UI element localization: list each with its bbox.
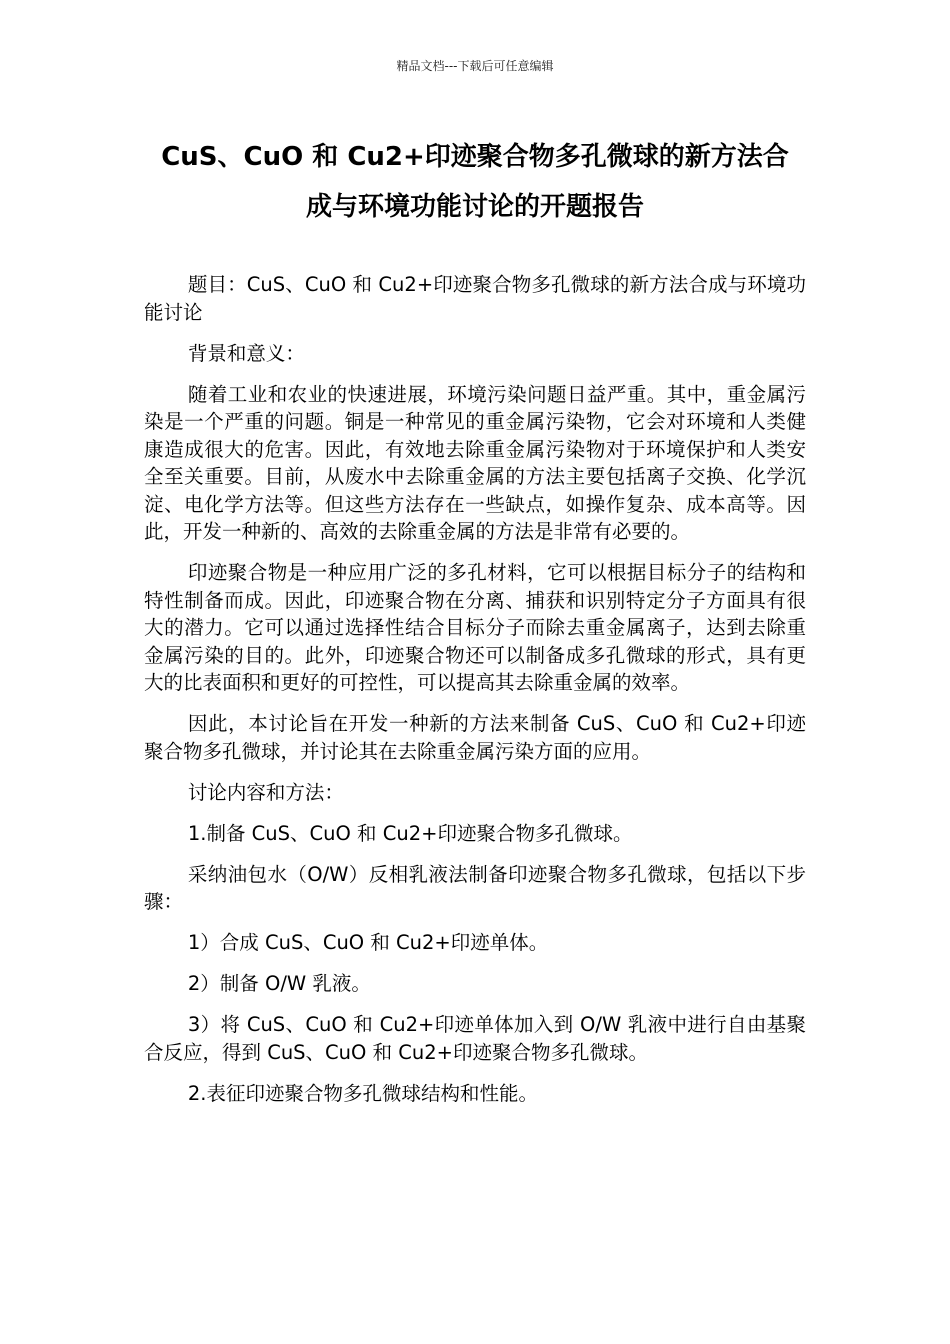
paragraph-background-2: 印迹聚合物是一种应用广泛的多孔材料，它可以根据目标分子的结构和特性制备而成。因此，印迹聚合物在分离、捕获和识别特定分子方面具有很大的潜力。它可以通过选择性结合目标分子而除去重金属离子，达到去除重金属污染的目的。此外，印迹聚合物还可以制备成多孔微球的形式，具有更大的比表面积和更好的可控性，可以提高其去除重金属的效率。 (144, 561, 806, 694)
heading-content-methods: 讨论内容和方法： (187, 780, 344, 804)
step-3: 3）将 CuS、CuO 和 Cu2+印迹单体加入到 O/W 乳液中进行自由基聚合反应，得到 CuS、CuO 和 Cu2+印迹聚合物多孔微球。 (144, 1013, 806, 1064)
document-title (130, 132, 820, 232)
document-body (144, 271, 806, 1121)
paragraph-background-1: 随着工业和农业的快速进展，环境污染问题日益严重。其中，重金属污染是一个严重的问题。铜是一种常见的重金属污染物，它会对环境和人类健康造成很大的危害。因此，有效地去除重金属污染物对于环境保护和人类安全至关重要。目前，从废水中去除重金属的方法主要包括离子交换、化学沉淀、电化学方法等。但这些方法存在一些缺点，如操作复杂、成本高等。因此，开发一种新的、高效的去除重金属的方法是非常有必要的。 (144, 382, 806, 543)
step-1: 1）合成 CuS、CuO 和 Cu2+印迹单体。 (187, 931, 549, 954)
heading-background: 背景和意义： (187, 341, 305, 365)
paragraph-topic: 题目：CuS、CuO 和 Cu2+印迹聚合物多孔微球的新方法合成与环境功能讨论 (144, 273, 806, 324)
paragraph-method-intro: 采纳油包水（O/W）反相乳液法制备印迹聚合物多孔微球，包括以下步骤： (144, 862, 806, 913)
list-item-2: 2.表征印迹聚合物多孔微球结构和性能。 (187, 1081, 538, 1105)
title-line-2: 成与环境功能讨论的开题报告 (305, 192, 644, 222)
paragraph-background-3: 因此，本讨论旨在开发一种新的方法来制备 CuS、CuO 和 Cu2+印迹聚合物多孔微球，并讨论其在去除重金属污染方面的应用。 (144, 712, 806, 763)
title-line-1: CuS、CuO 和 Cu2+印迹聚合物多孔微球的新方法合 (161, 142, 789, 172)
list-item-1: 1.制备 CuS、CuO 和 Cu2+印迹聚合物多孔微球。 (187, 821, 633, 845)
header-note: 精品文档---下载后可任意编辑 (396, 59, 554, 73)
step-2: 2）制备 O/W 乳液。 (187, 972, 371, 995)
